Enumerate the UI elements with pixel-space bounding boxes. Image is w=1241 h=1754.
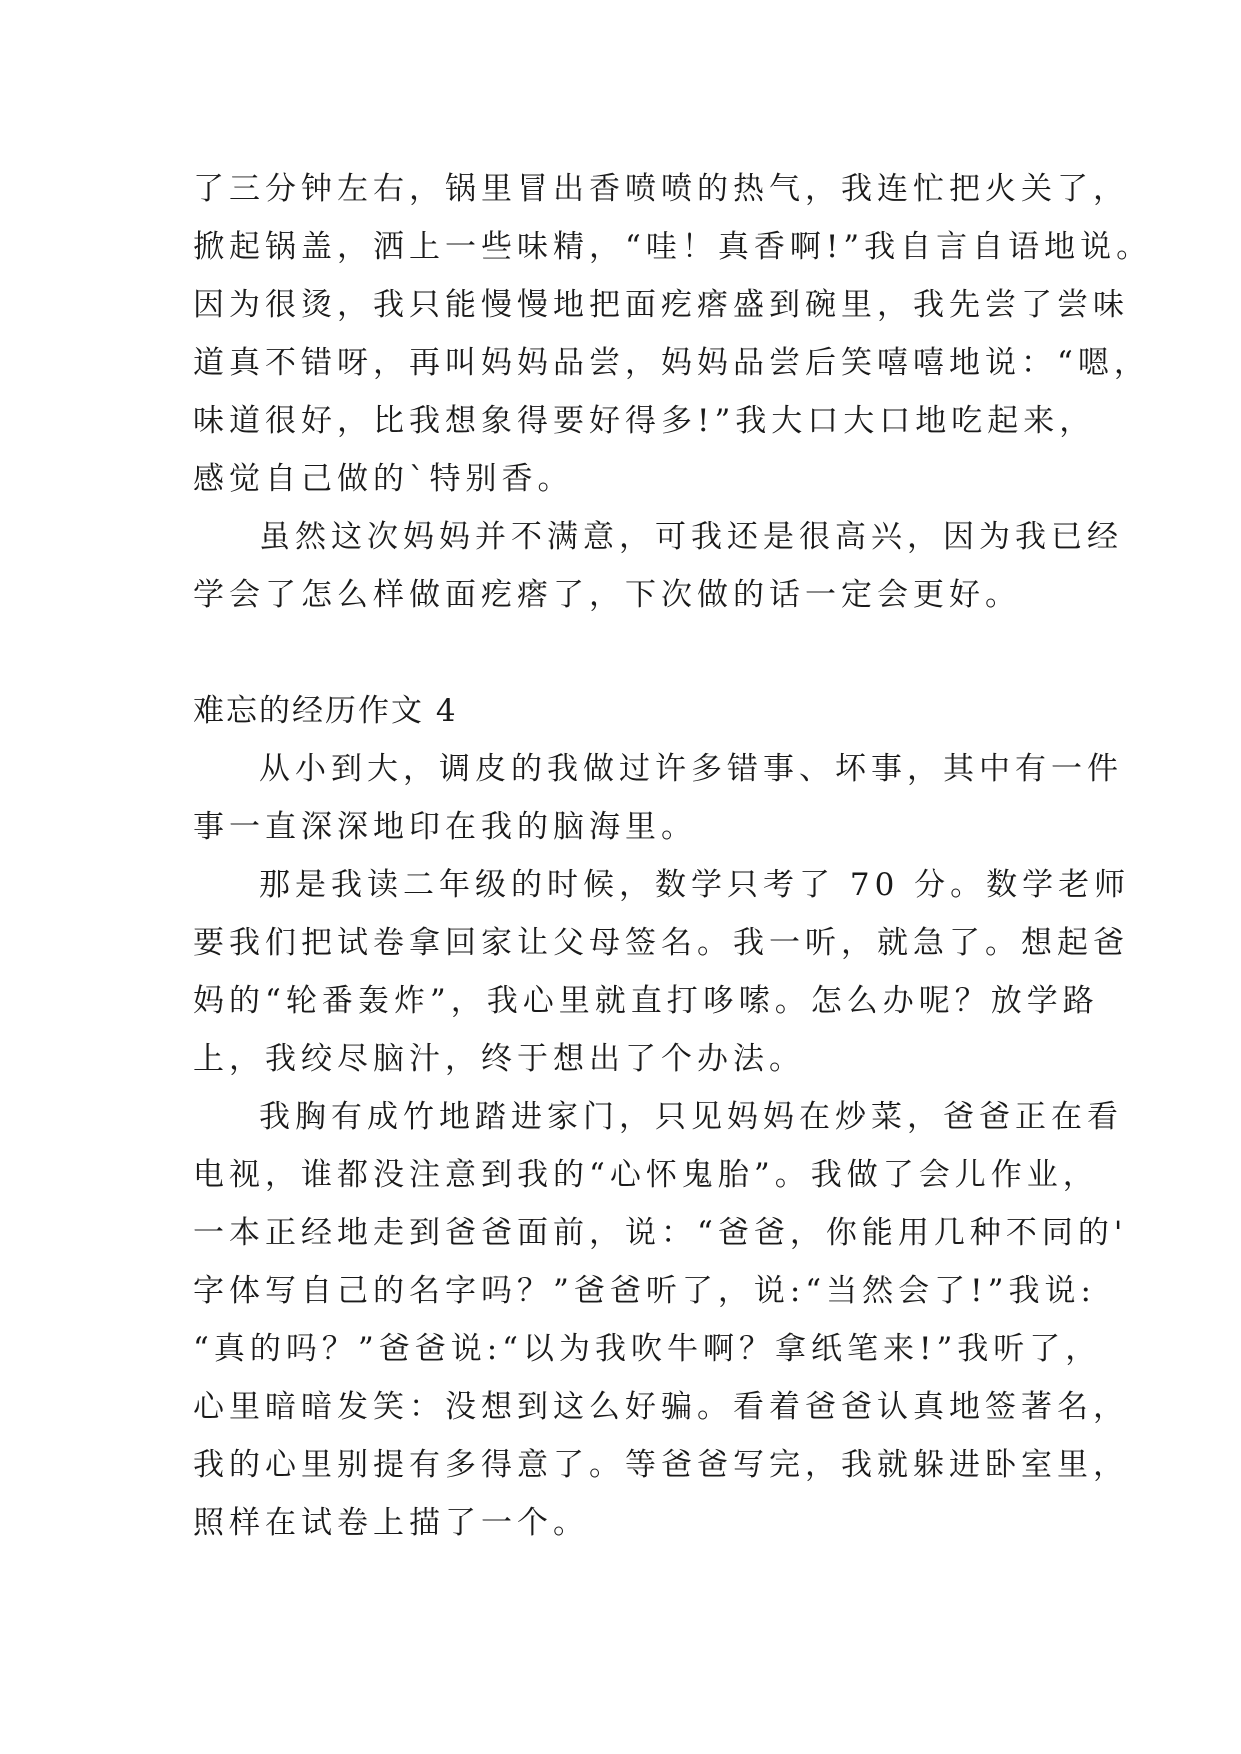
text-line: 从小到大，调皮的我做过许多错事、坏事，其中有一件	[259, 751, 1123, 787]
text-line: 虽然这次妈妈并不满意，可我还是很高兴，因为我已经	[259, 519, 1123, 555]
text-line: 我的心里别提有多得意了。等爸爸写完，我就躲进卧室里，	[193, 1447, 1129, 1483]
text-line: 照样在试卷上描了一个。	[193, 1505, 589, 1541]
text-line: 因为很烫，我只能慢慢地把面疙瘩盛到碗里，我先尝了尝味	[193, 287, 1129, 323]
text-line: 一本正经地走到爸爸面前，说：“爸爸，你能用几种不同的'	[193, 1215, 1128, 1251]
essay-heading: 难忘的经历作文 4	[193, 693, 458, 729]
text-line: 事一直深深地印在我的脑海里。	[193, 809, 697, 845]
text-line: 道真不错呀，再叫妈妈品尝，妈妈品尝后笑嘻嘻地说：“嗯，	[193, 345, 1150, 381]
paragraph-story-2	[193, 1088, 1129, 1552]
text-line: 要我们把试卷拿回家让父母签名。我一听，就急了。想起爸	[193, 925, 1129, 961]
text-line: 字体写自己的名字吗？”爸爸听了，说:“当然会了!”我说:	[193, 1273, 1096, 1309]
text-line: 那是我读二年级的时候，数学只考了 70 分。数学老师	[259, 867, 1131, 903]
paragraph-intro	[193, 740, 1123, 856]
blank-line	[193, 624, 1073, 682]
text-line: 掀起锅盖，洒上一些味精，“哇！真香啊!”我自言自语地说。	[193, 229, 1153, 265]
text-line: 心里暗暗发笑：没想到这么好骗。看着爸爸认真地签著名，	[193, 1389, 1129, 1425]
text-line: 了三分钟左右，锅里冒出香喷喷的热气，我连忙把火关了，	[193, 171, 1129, 207]
paragraph-story-1	[193, 856, 1131, 1088]
text-line: 妈的“轮番轰炸”，我心里就直打哆嗦。怎么办呢？放学路	[193, 983, 1099, 1019]
text-line: 电视，谁都没注意到我的“心怀鬼胎”。我做了会儿作业，	[193, 1157, 1099, 1193]
text-line: 味道很好，比我想象得要好得多!”我大口大口地吃起来，	[193, 403, 1096, 439]
document-body	[193, 160, 1153, 1552]
text-line: 上，我绞尽脑汁，终于想出了个办法。	[193, 1041, 805, 1077]
paragraph-conclusion	[193, 508, 1123, 624]
text-line: 我胸有成竹地踏进家门，只见妈妈在炒菜，爸爸正在看	[259, 1099, 1123, 1135]
paragraph-continuation	[193, 160, 1153, 508]
text-line: 感觉自己做的`特别香。	[193, 461, 574, 497]
text-line: 学会了怎么样做面疙瘩了，下次做的话一定会更好。	[193, 577, 1021, 613]
text-line: “真的吗？”爸爸说:“以为我吹牛啊？拿纸笔来!”我听了，	[193, 1331, 1102, 1367]
